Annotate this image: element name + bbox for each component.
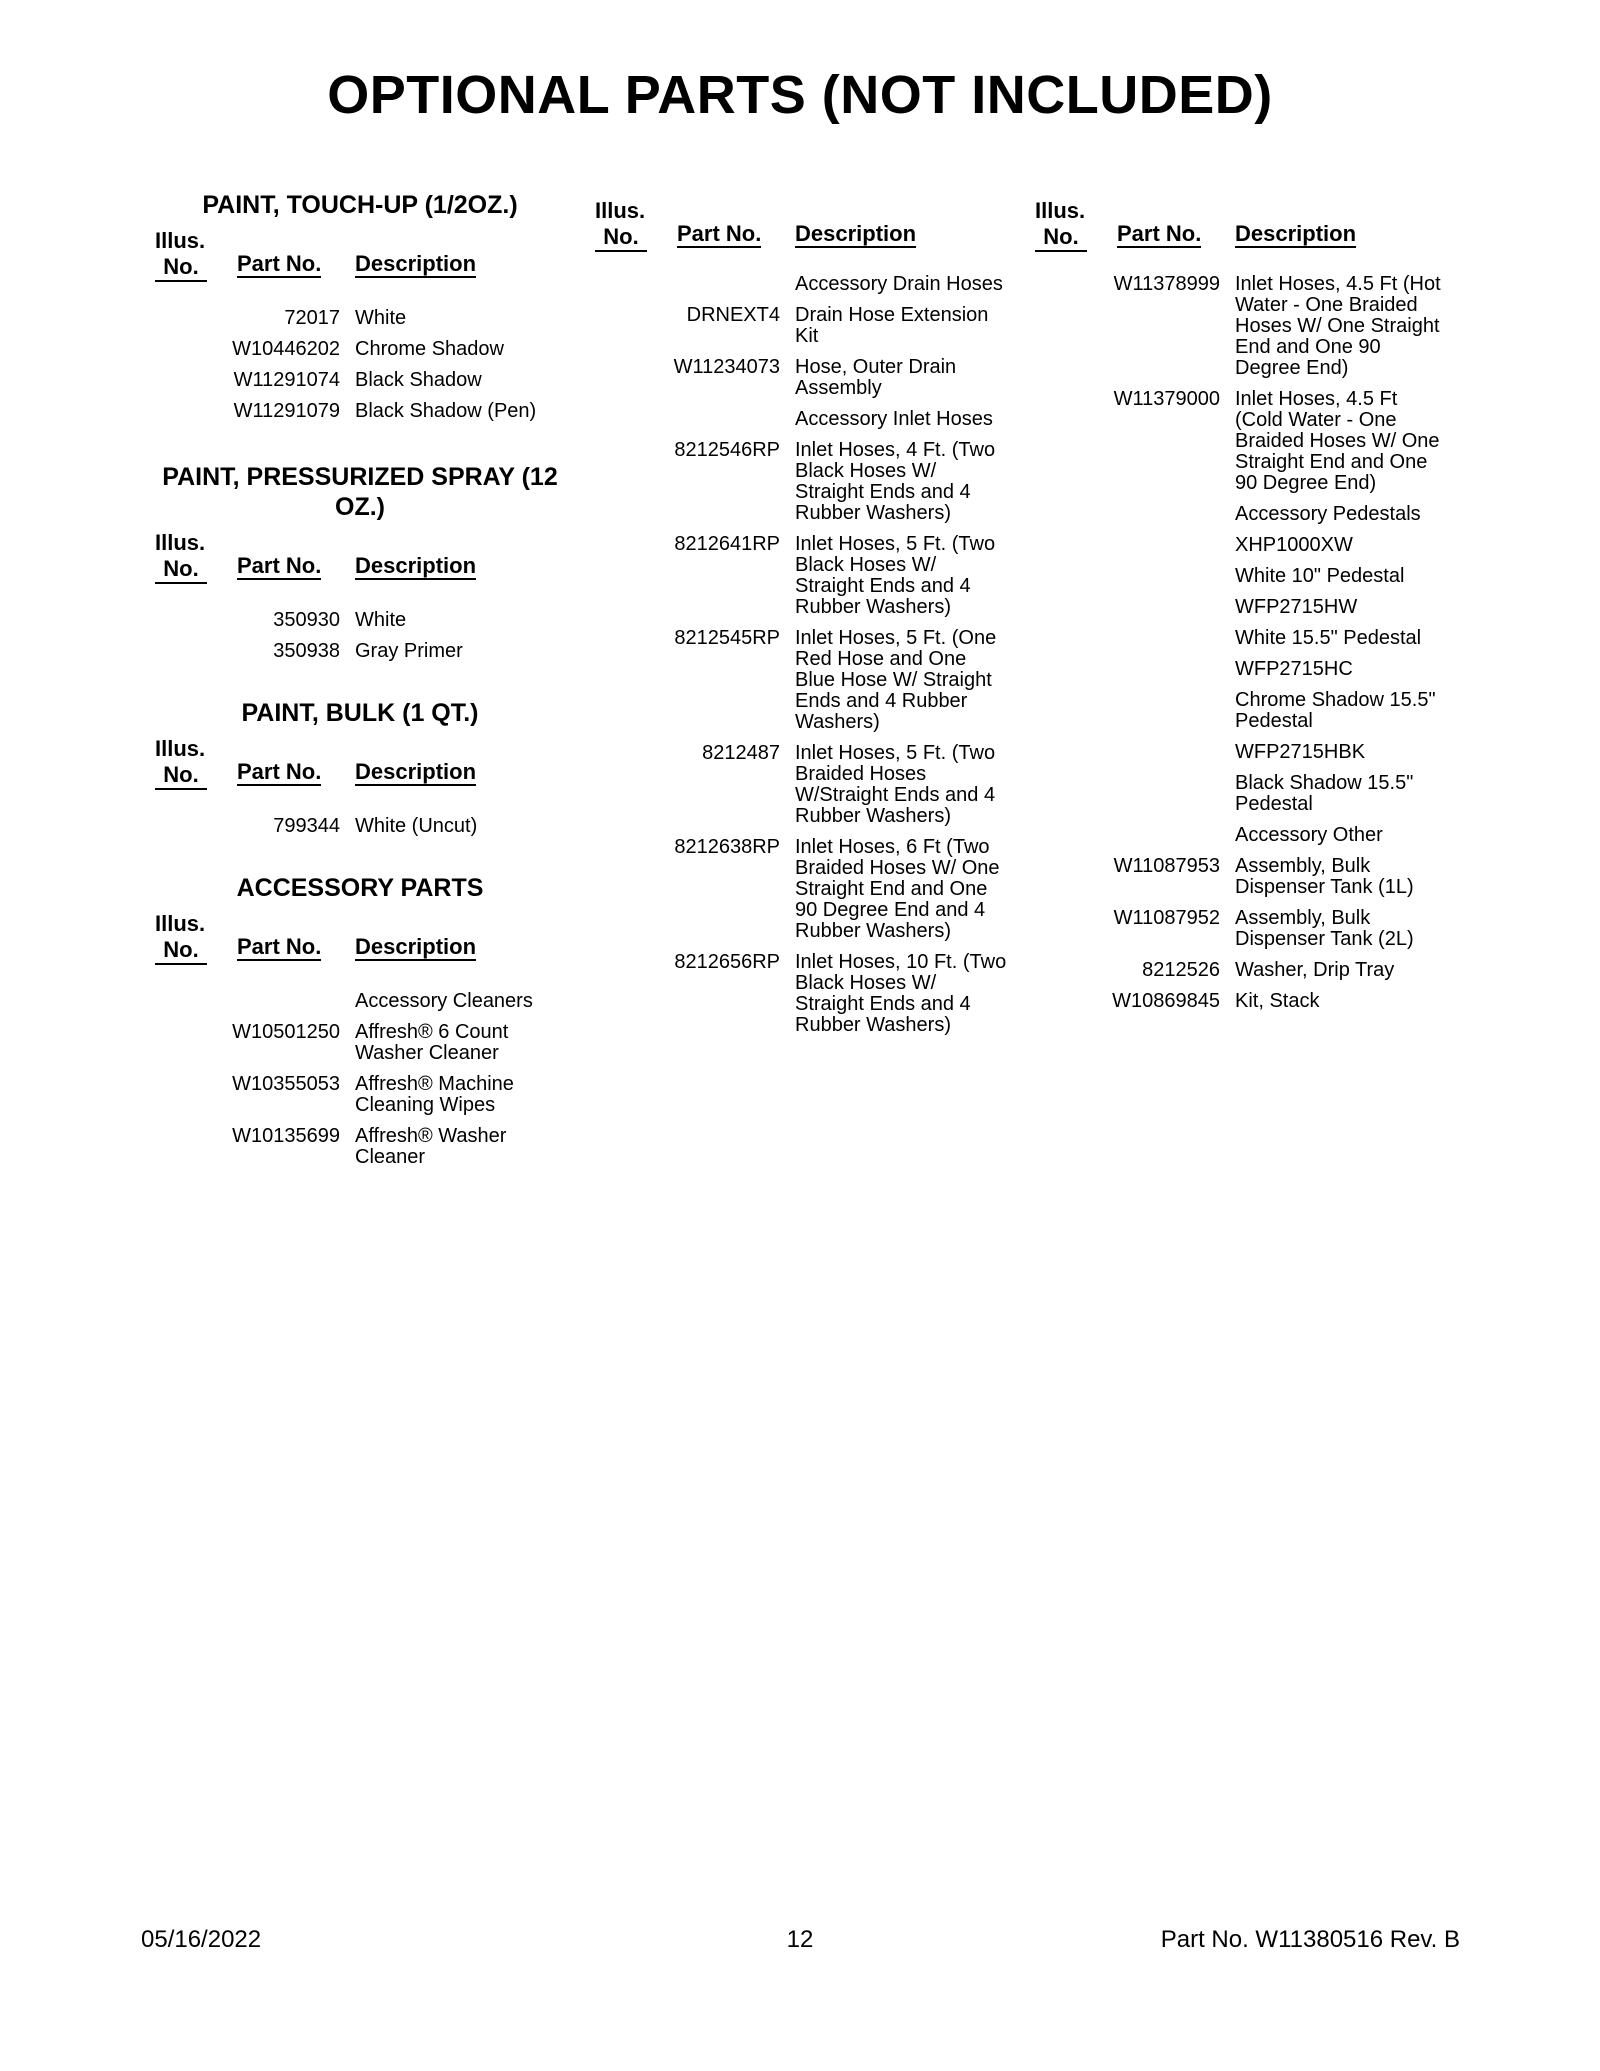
list-item: 350938 Gray Primer (273, 640, 463, 662)
list-item: Accessory Inlet Hoses (795, 408, 993, 430)
list-item: W11291074 Black Shadow (233, 369, 482, 391)
footer-part-number: Part No. W11380516 Rev. B (1160, 1926, 1460, 1953)
page-number: 12 (786, 1926, 814, 1953)
column-1 (150, 190, 580, 1178)
list-item: 8212641RP Inlet Hoses, 5 Ft. (Two Black Hoses W/ Straight Ends and 4 Rubber Washers) (674, 533, 996, 618)
list-item: Chrome Shadow 15.5" Pedestal (1235, 689, 1436, 732)
section-title: PAINT, BULK (1 QT.) (241, 699, 479, 727)
list-item: 8212526 Washer, Drip Tray (1142, 959, 1395, 981)
list-item: W10869845 Kit, Stack (1112, 990, 1320, 1012)
page-title: OPTIONAL PARTS (NOT INCLUDED) (327, 65, 1273, 125)
header-description: Description (355, 251, 477, 276)
list-item: W11087953 Assembly, Bulk Dispenser Tank (1L) (1113, 855, 1414, 898)
list-item: 8212487 Inlet Hoses, 5 Ft. (Two Braided Hoses W/Straight Ends and 4 Rubber Washers) (702, 742, 996, 827)
list-item: XHP1000XW (1235, 534, 1353, 556)
column-3 (1030, 196, 1460, 1022)
list-item: W11291079 Black Shadow (Pen) (233, 400, 537, 422)
list-item: Black Shadow 15.5" Pedestal (1235, 772, 1414, 815)
list-item: White 15.5" Pedestal (1235, 627, 1422, 649)
list-item: W11379000 Inlet Hoses, 4.5 Ft (Cold Water - One Braided Hoses W/ One Straight End and One 90 Degree End) (1113, 388, 1440, 494)
column-2 (590, 196, 1020, 1046)
list-item: 350930 White (273, 609, 407, 631)
list-item: W11087952 Assembly, Bulk Dispenser Tank (2L) (1113, 907, 1414, 950)
list-item: WFP2715HC (1235, 658, 1353, 680)
list-item: Accessory Cleaners (355, 990, 533, 1012)
list-item: 72017 White (284, 307, 407, 329)
section-title: PAINT, PRESSURIZED SPRAY (12 OZ.) (162, 463, 558, 521)
list-item: Accessory Drain Hoses (795, 273, 1003, 295)
header-part-no: Part No. (237, 251, 322, 276)
table-header: Illus. No. Part No. Description (1030, 196, 1460, 256)
list-item: W11378999 Inlet Hoses, 4.5 Ft (Hot Water - One Braided Hoses W/ One Straight End and One 90 Degree End) (1113, 273, 1441, 379)
list-item: W10135699 Affresh® Washer Cleaner (232, 1125, 507, 1168)
list-item: WFP2715HBK (1235, 741, 1366, 763)
section-title: ACCESSORY PARTS (236, 874, 484, 902)
table-header: Illus. No. Part No. Description (150, 698, 580, 776)
header-illus: Illus. No. (155, 228, 211, 282)
list-item: 8212656RP Inlet Hoses, 10 Ft. (Two Black Hoses W/ Straight Ends and 4 Rubber Washers) (674, 951, 1007, 1036)
list-item: 799344 White (Uncut) (273, 815, 478, 837)
section-title: PAINT, TOUCH-UP (1/2OZ.) (202, 191, 518, 219)
list-item: Accessory Other (1235, 824, 1383, 846)
list-item: DRNEXT4 Drain Hose Extension Kit (686, 304, 989, 347)
list-item: White 10" Pedestal (1235, 565, 1405, 587)
list-item: W11234073 Hose, Outer Drain Assembly (673, 356, 957, 399)
list-item: 8212638RP Inlet Hoses, 6 Ft (Two Braided Hoses W/ One Straight End and One 90 Degree End and 4 Rubber Washers) (674, 836, 1000, 942)
list-item: W10446202 Chrome Shadow (232, 338, 504, 360)
table-header: Illus. No. Part No. Description (590, 196, 1020, 256)
list-item: 8212546RP Inlet Hoses, 4 Ft. (Two Black Hoses W/ Straight Ends and 4 Rubber Washers) (674, 439, 996, 524)
list-item: 8212545RP Inlet Hoses, 5 Ft. (One Red Hose and One Blue Hose W/ Straight Ends and 4 Rubber Washers) (674, 627, 997, 733)
list-item: W10355053 Affresh® Machine Cleaning Wipes (232, 1073, 514, 1116)
table-header: Illus. No. Part No. Description (150, 492, 580, 570)
list-item: WFP2715HW (1235, 596, 1358, 618)
list-item: Accessory Pedestals (1235, 503, 1421, 525)
list-item: W10501250 Affresh® 6 Count Washer Cleaner (232, 1021, 509, 1064)
table-header: Illus. No. Part No. Description (150, 873, 580, 951)
table-header (150, 190, 580, 279)
footer-date: 05/16/2022 (141, 1926, 262, 1953)
